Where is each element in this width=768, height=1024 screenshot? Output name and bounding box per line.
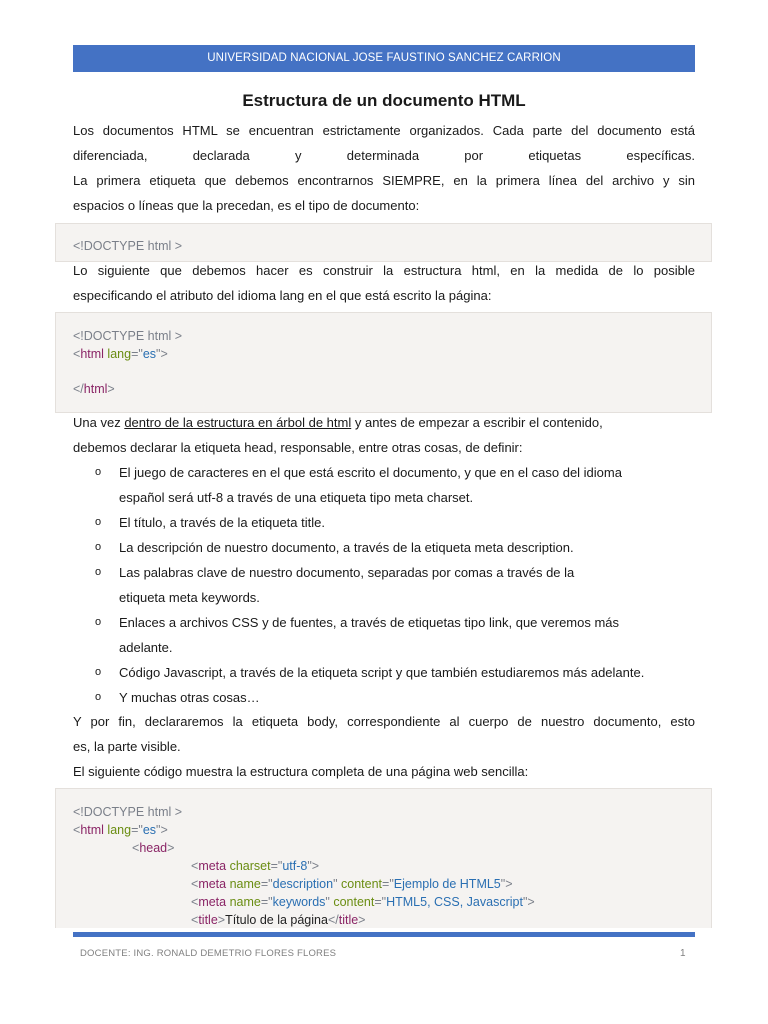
- structure-line-2: especificando el atributo del idioma lang en el que está escrito la página:: [73, 288, 492, 303]
- intro-line-1: Los documentos HTML se encuentran estrictamente organizados. Cada parte del documento está: [73, 123, 695, 138]
- bullet-marker: o: [95, 666, 102, 678]
- code-title-line: <title>Título de la página</title>: [191, 913, 366, 927]
- body-line-2: es, la parte visible.: [73, 739, 181, 754]
- bullet-marker: o: [95, 566, 102, 578]
- intro-line-2: diferenciada, declarada y determinada por etiquetas específicas.: [73, 148, 695, 163]
- page-number: 1: [680, 948, 686, 959]
- code-meta-keywords-line: <meta name="keywords" content="HTML5, CSS, Javascript">: [191, 895, 535, 909]
- intro-line-4: espacios o líneas que la precedan, es el tipo de documento:: [73, 198, 420, 213]
- code-head-open-line: <head>: [132, 841, 175, 855]
- header-bar: [73, 45, 695, 72]
- code-doctype-line: <!DOCTYPE html >: [73, 239, 183, 253]
- bullet-marker: o: [95, 516, 102, 528]
- paragraph-body: [73, 709, 695, 784]
- bullet-marker: o: [95, 691, 102, 703]
- code-doctype-line: <!DOCTYPE html >: [73, 805, 183, 819]
- head-line-1: Una vez dentro de la estructura en árbol de html y antes de empezar a escribir el contenido,: [73, 415, 603, 430]
- body-line-1: Y por fin, declararemos la etiqueta body, correspondiente al cuerpo de nuestro documento, esto: [73, 714, 695, 729]
- code-doctype-line: <!DOCTYPE html >: [73, 329, 183, 343]
- code-block-full-page: [55, 788, 712, 928]
- intro-line-3: La primera etiqueta que debemos encontrarnos SIEMPRE, en la primera línea del archivo y sin: [73, 173, 695, 188]
- tree-structure-link[interactable]: dentro de la estructura en árbol de html: [124, 415, 352, 430]
- document-title: Estructura de un documento HTML: [242, 91, 526, 110]
- body-line-3: El siguiente código muestra la estructura completa de una página web sencilla:: [73, 764, 529, 779]
- institution-name: UNIVERSIDAD NACIONAL JOSE FAUSTINO SANCHEZ CARRION: [207, 52, 561, 64]
- bullet-marker: o: [95, 541, 102, 553]
- code-block-doctype: [55, 223, 712, 262]
- code-html-open-line: <html lang="es">: [73, 347, 168, 361]
- head-line-2: debemos declarar la etiqueta head, responsable, entre otras cosas, de definir:: [73, 440, 523, 455]
- footer-bar: [73, 932, 695, 937]
- paragraph-head: [73, 410, 695, 460]
- code-html-close-line: </html>: [73, 382, 115, 396]
- intro-paragraph: [73, 118, 695, 218]
- code-html-open-line: <html lang="es">: [73, 823, 168, 837]
- footer-docente: DOCENTE: ING. RONALD DEMETRIO FLORES FLORES: [80, 948, 337, 959]
- paragraph-structure: [73, 258, 695, 308]
- bullet-marker: o: [95, 616, 102, 628]
- bullet-marker: o: [95, 466, 102, 478]
- structure-line-1: Lo siguiente que debemos hacer es construir la estructura html, en la medida de lo posible: [73, 263, 695, 278]
- code-block-html: [55, 312, 712, 413]
- code-meta-description-line: <meta name="description" content="Ejemplo de HTML5">: [191, 877, 513, 891]
- code-meta-charset-line: <meta charset="utf-8">: [191, 859, 320, 873]
